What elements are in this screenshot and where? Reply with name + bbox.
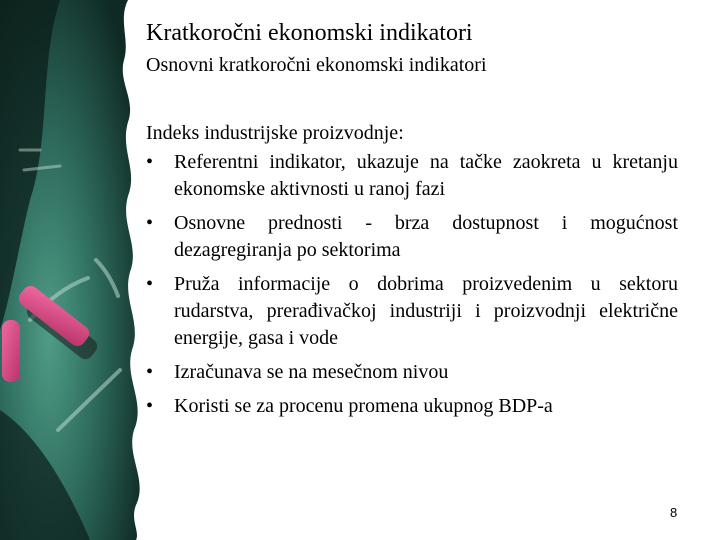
- section-heading-colon: :: [398, 122, 404, 144]
- bullet-icon: •: [146, 395, 154, 417]
- list-item: [146, 210, 678, 264]
- slide-body: [146, 120, 678, 427]
- list-item-text: Pruža informacije o dobrima proizvedenim u sektoru rudarstva, prerađivačkoj industriji i proizvodnji električne energije, gasa i vode: [174, 273, 678, 349]
- bullet-icon: •: [146, 212, 154, 234]
- list-item-text: Referentni indikator, ukazuje na tačke zaokreta u kretanju ekonomske aktivnosti u ranoj fazi: [174, 151, 678, 200]
- bullet-icon: •: [146, 361, 154, 383]
- slide-subtitle: Osnovni kratkoročni ekonomski indikatori: [146, 54, 487, 76]
- slide-title: Kratkoročni ekonomski indikatori: [146, 20, 473, 46]
- list-item: [146, 393, 678, 420]
- page-number: 8: [670, 505, 678, 520]
- list-item: [146, 271, 678, 352]
- bullet-icon: •: [146, 273, 154, 295]
- bullet-icon: •: [146, 151, 154, 173]
- list-item: [146, 149, 678, 203]
- section-heading-text: Indeks industrijske proizvodnje: [146, 122, 399, 144]
- list-item: [146, 359, 678, 386]
- list-item-text: Izračunava se na mesečnom nivou: [174, 361, 449, 383]
- list-item-text: Koristi se za procenu promena ukupnog BDP-a: [174, 395, 553, 417]
- section-heading: [146, 120, 678, 147]
- list-item-text: Osnovne prednosti - brza dostupnost i mogućnost dezagregiranja po sektorima: [174, 212, 678, 261]
- bullet-list: [146, 149, 678, 420]
